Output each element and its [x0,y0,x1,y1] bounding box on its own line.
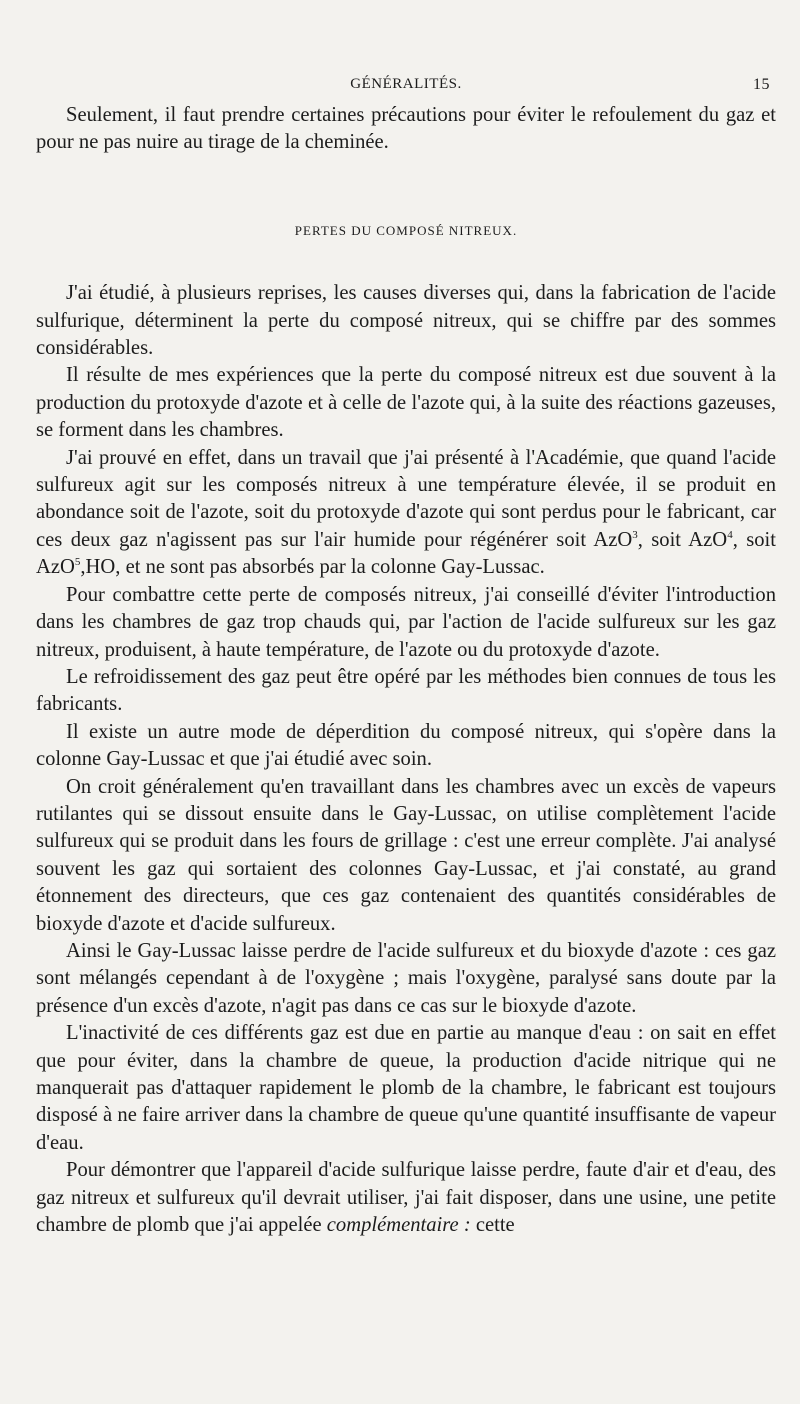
paragraph-text: cette [470,1214,515,1237]
italic-term: complémentaire : [326,1214,471,1237]
paragraph-text: Pour démontrer que l'appareil d'acide sulfurique laisse perdre, faute d'air et d'eau, des gaz nitreux et sulfureux qu'il devrait utiliser, j'ai fait disposer, dans une usine, une petite chambre de plomb que j'ai appelée [36,1159,776,1237]
paragraph-text: , soit AzO [637,528,728,551]
page-number: 15 [753,76,770,93]
running-header [36,74,776,102]
paragraph: Pour combattre cette perte de composés nitreux, j'ai conseillé d'éviter l'introduction dans les chambres de gaz trop chauds qui, par l'action de l'acide sulfureux sur les gaz nitreux, produisent, à haute température, de l'azote ou du protoxyde d'azote. [36,583,776,661]
paragraph: J'ai étudié, à plusieurs reprises, les causes diverses qui, dans la fabrication de l'acide sulfurique, déterminent la perte du composé nitreux, qui se chiffre par des sommes considérables. [36,282,776,360]
running-title: GÉNÉRALITÉS. [350,76,462,92]
paragraph: On croit généralement qu'en travaillant dans les chambres avec un excès de vapeurs rutilantes qui se dissout ensuite dans le Gay-Lussac, on utilise complètement l'acide sulfureux qui se produit dans les fours de grillage : c'est une erreur complète. J'ai analysé souvent les gaz qui sortaient des colonnes Gay-Lussac, et j'ai constaté, au grand étonnement des directeurs, que ces gaz contenaient des quantités considérables de bioxyde d'azote et d'acide sulfureux. [36,775,776,935]
paragraph-intro: Seulement, il faut prendre certaines précautions pour éviter le refoulement du gaz et pour ne pas nuire au tirage de la cheminée. [36,104,776,154]
paragraph-text: ,HO, et ne sont pas absorbés par la colonne Gay-Lussac. [80,556,545,579]
superscript: 4 [727,529,733,542]
paragraph: Le refroidissement des gaz peut être opéré par les méthodes bien connues de tous les fabricants. [36,665,776,716]
superscript: 5 [74,556,81,569]
section-heading: PERTES DU COMPOSÉ NITREUX. [294,222,518,238]
paragraph-formula [36,445,776,582]
paragraph-last [36,1157,776,1239]
paragraph: Ainsi le Gay-Lussac laisse perdre de l'acide sulfureux et du bioxyde d'azote : ces gaz sont mélangés cependant à de l'oxygène ; mais l'oxygène, paralysé sans doute par la présence d'un excès d'azote, n'agit pas dans ce cas sur le bioxyde d'azote. [36,939,776,1017]
paragraph: Il existe un autre mode de déperdition du composé nitreux, qui s'opère dans la colonne Gay-Lussac et que j'ai étudié avec soin. [36,720,776,771]
superscript: 3 [632,529,638,542]
paragraph: L'inactivité de ces différents gaz est due en partie au manque d'eau : on sait en effet que pour éviter, dans la chambre de queue, la production d'acide nitrique qui ne manquerait pas d'attaquer rapidement le plomb de la chambre, le fabricant est toujours disposé à ne faire arriver dans la chambre de queue qu'une quantité insuffisante de vapeur d'eau. [36,1022,776,1154]
paragraph: Il résulte de mes expériences que la perte du composé nitreux est due souvent à la production du protoxyde d'azote et à celle de l'azote qui, à la suite des réactions gazeuses, se forment dans les chambres. [36,364,776,442]
body-text [36,102,776,1239]
paragraph-text: J'ai prouvé en effet, dans un travail que j'ai présenté à l'Académie, que quand l'acide sulfureux agit sur les composés nitreux à une température élevée, il se produit en abondance soit de l'azote, soit du protoxyde d'azote qui sont perdus pour le fabricant, car ces deux gaz n'agissent pas sur l'air humide pour régénérer soit AzO [36,446,776,551]
paragraph-text: , soit AzO [36,528,776,579]
